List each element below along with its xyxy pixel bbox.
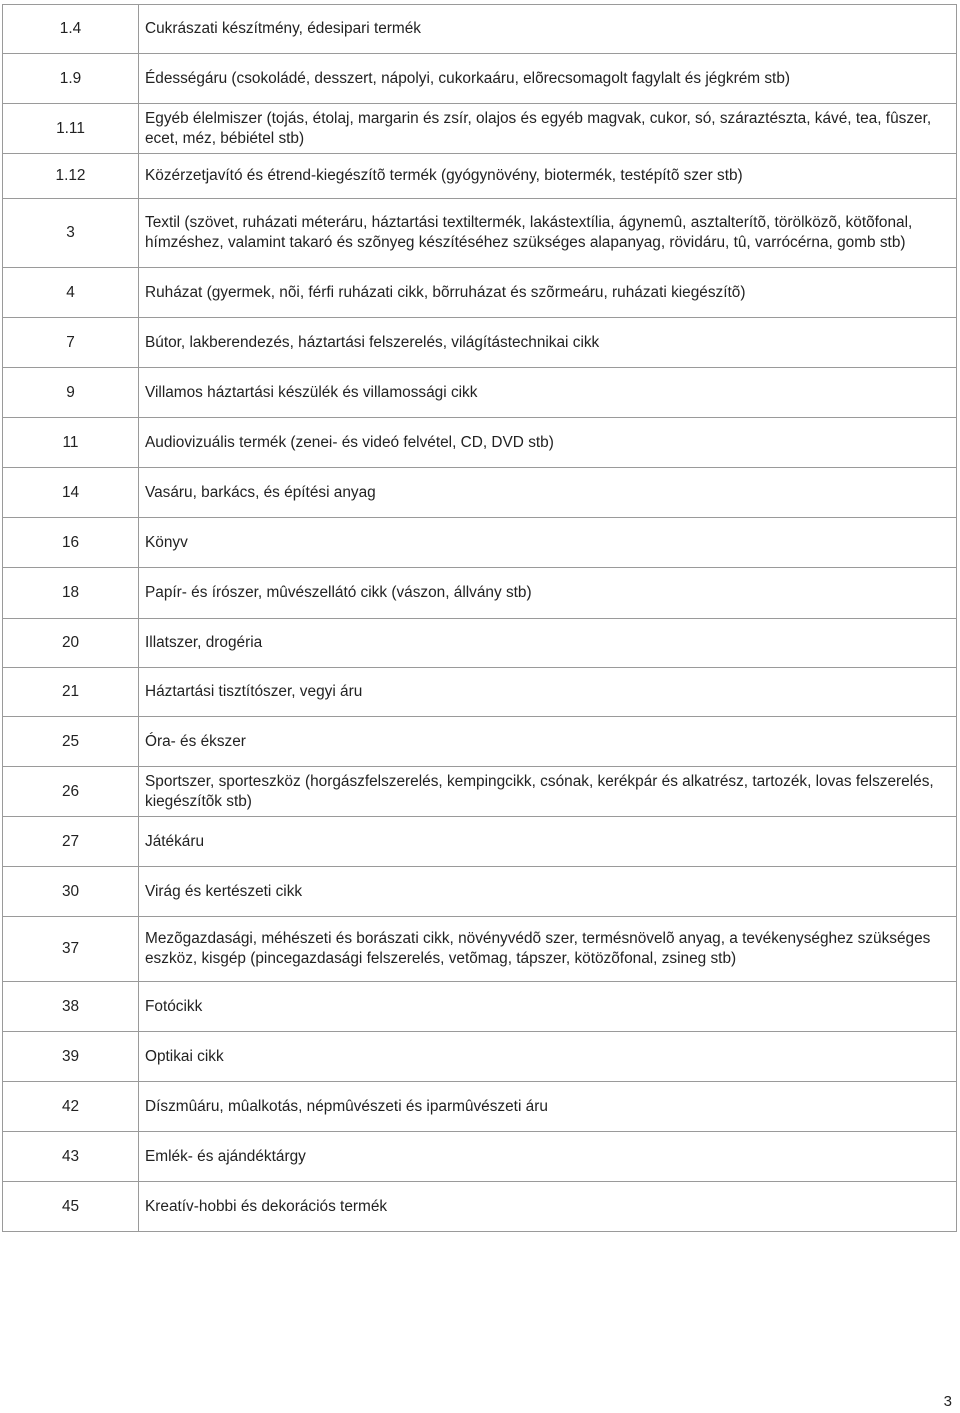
table-row xyxy=(3,568,957,619)
page-number: 3 xyxy=(943,1393,952,1410)
category-code: 27 xyxy=(3,817,139,867)
table-row xyxy=(3,1082,957,1132)
category-description: Díszmûáru, mûalkotás, népmûvészeti és iparmûvészeti áru xyxy=(139,1082,957,1132)
category-code: 43 xyxy=(3,1132,139,1182)
table-row xyxy=(3,104,957,154)
category-code: 38 xyxy=(3,982,139,1032)
table-row xyxy=(3,717,957,767)
category-code: 1.9 xyxy=(3,54,139,104)
category-description: Háztartási tisztítószer, vegyi áru xyxy=(139,668,957,717)
category-code: 26 xyxy=(3,767,139,817)
table-row xyxy=(3,917,957,982)
category-description: Papír- és írószer, mûvészellátó cikk (vászon, állvány stb) xyxy=(139,568,957,619)
category-code: 30 xyxy=(3,867,139,917)
table-row xyxy=(3,318,957,368)
table-row xyxy=(3,418,957,468)
category-code: 16 xyxy=(3,518,139,568)
category-description: Játékáru xyxy=(139,817,957,867)
category-description: Egyéb élelmiszer (tojás, étolaj, margarin és zsír, olajos és egyéb magvak, cukor, só, száraztészta, kávé, tea, fûszer, ecet, méz, bébiétel stb) xyxy=(139,104,957,154)
category-description: Cukrászati készítmény, édesipari termék xyxy=(139,5,957,54)
category-description: Sportszer, sporteszköz (horgászfelszerelés, kempingcikk, csónak, kerékpár és alkatrész, tartozék, lovas felszerelés, kiegészítõk stb) xyxy=(139,767,957,817)
category-code: 25 xyxy=(3,717,139,767)
table-row xyxy=(3,468,957,518)
category-description: Villamos háztartási készülék és villamossági cikk xyxy=(139,368,957,418)
category-description: Mezõgazdasági, méhészeti és borászati cikk, növényvédõ szer, termésnövelõ anyag, a tevékenységhez szükséges eszköz, kisgép (pincegazdasági felszerelés, vetõmag, tápszer, kötözõfonal, zsineg stb) xyxy=(139,917,957,982)
category-description: Optikai cikk xyxy=(139,1032,957,1082)
category-code: 7 xyxy=(3,318,139,368)
table-row xyxy=(3,5,957,54)
table-row xyxy=(3,817,957,867)
table-row xyxy=(3,199,957,268)
category-description: Édességáru (csokoládé, desszert, nápolyi, cukorkaáru, elõrecsomagolt fagylalt és jégkrém stb) xyxy=(139,54,957,104)
category-description: Illatszer, drogéria xyxy=(139,619,957,668)
table-row xyxy=(3,982,957,1032)
category-code: 14 xyxy=(3,468,139,518)
table-row xyxy=(3,1182,957,1232)
table-row xyxy=(3,767,957,817)
category-code: 45 xyxy=(3,1182,139,1232)
product-category-table xyxy=(2,4,957,1232)
category-code: 37 xyxy=(3,917,139,982)
category-description: Könyv xyxy=(139,518,957,568)
category-code: 39 xyxy=(3,1032,139,1082)
table-row xyxy=(3,518,957,568)
category-description: Bútor, lakberendezés, háztartási felszerelés, világítástechnikai cikk xyxy=(139,318,957,368)
category-description: Ruházat (gyermek, nõi, férfi ruházati cikk, bõrruházat és szõrmeáru, ruházati kiegészítõ) xyxy=(139,268,957,318)
category-description: Óra- és ékszer xyxy=(139,717,957,767)
table-row xyxy=(3,368,957,418)
table-row xyxy=(3,1032,957,1082)
category-code: 3 xyxy=(3,199,139,268)
table-row xyxy=(3,619,957,668)
table-row xyxy=(3,154,957,199)
category-description: Kreatív-hobbi és dekorációs termék xyxy=(139,1182,957,1232)
category-code: 1.12 xyxy=(3,154,139,199)
category-code: 11 xyxy=(3,418,139,468)
category-description: Virág és kertészeti cikk xyxy=(139,867,957,917)
table-row xyxy=(3,668,957,717)
category-description: Fotócikk xyxy=(139,982,957,1032)
table-row xyxy=(3,1132,957,1182)
category-code: 18 xyxy=(3,568,139,619)
table-row xyxy=(3,867,957,917)
category-code: 4 xyxy=(3,268,139,318)
table-row xyxy=(3,54,957,104)
category-code: 42 xyxy=(3,1082,139,1132)
table-row xyxy=(3,268,957,318)
category-description: Vasáru, barkács, és építési anyag xyxy=(139,468,957,518)
category-code: 9 xyxy=(3,368,139,418)
category-code: 20 xyxy=(3,619,139,668)
category-description: Közérzetjavító és étrend-kiegészítõ termék (gyógynövény, biotermék, testépítõ szer stb) xyxy=(139,154,957,199)
category-description: Audiovizuális termék (zenei- és videó felvétel, CD, DVD stb) xyxy=(139,418,957,468)
category-code: 1.11 xyxy=(3,104,139,154)
category-code: 21 xyxy=(3,668,139,717)
category-code: 1.4 xyxy=(3,5,139,54)
category-description: Textil (szövet, ruházati méteráru, háztartási textiltermék, lakástextília, ágynemû, asztalterítõ, törölközõ, kötõfonal, hímzéshez, valamint takaró és szõnyeg készítéséhez szükséges alapanyag, rövidáru, tû, varrócérna, gomb stb) xyxy=(139,199,957,268)
category-description: Emlék- és ajándéktárgy xyxy=(139,1132,957,1182)
